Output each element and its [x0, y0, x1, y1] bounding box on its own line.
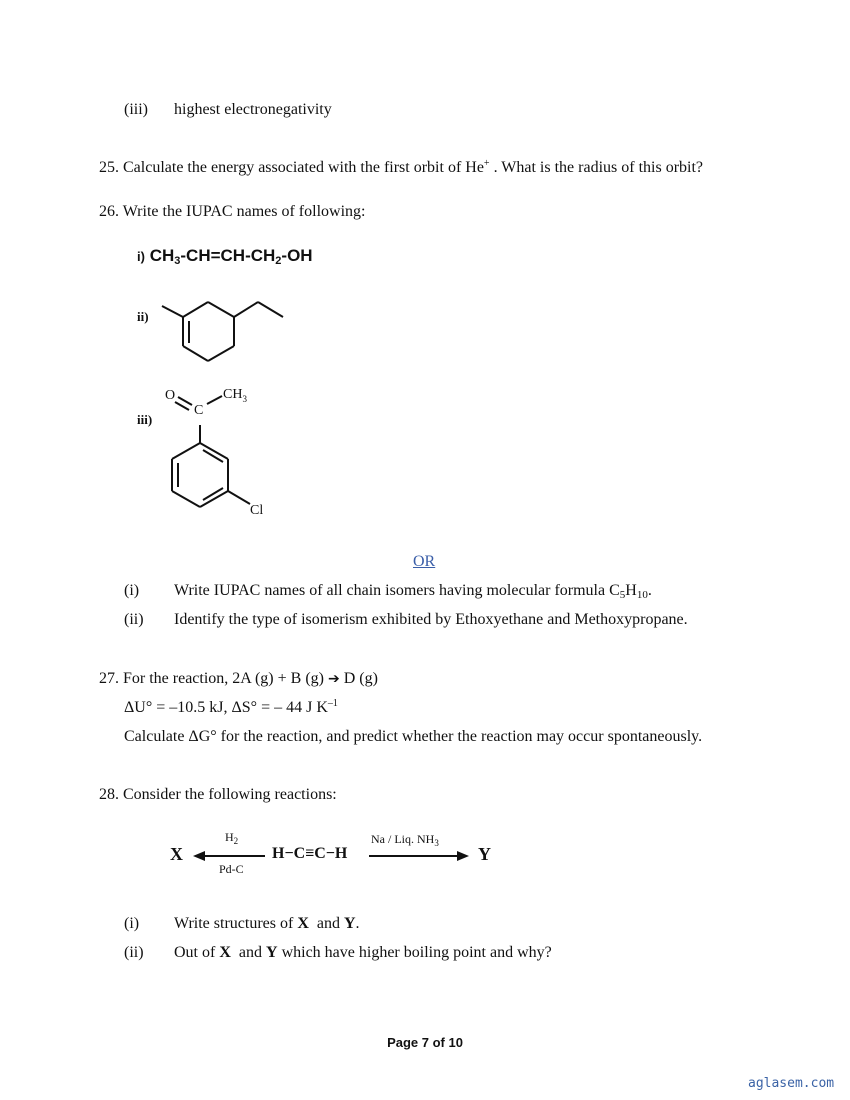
oxygen-atom: O — [165, 388, 176, 403]
reagent-h2-subscript: 2 — [233, 836, 239, 846]
q25-number: 25. — [99, 159, 119, 176]
q26-alt-i-mid: H — [625, 582, 637, 599]
q28-part-ii-label: (ii) — [124, 944, 144, 961]
left-arrow-icon — [193, 850, 265, 862]
q28-part-i-text: Write structures of — [174, 915, 298, 932]
reagent-na-nh3-text: Na / Liq. NH — [371, 832, 435, 846]
q25-text-after: . What is the radius of this orbit? — [489, 159, 704, 176]
q28-part-ii-end: which have higher boiling point and why? — [277, 944, 552, 961]
q27-number: 27. — [99, 670, 119, 687]
or-divider: OR — [413, 553, 436, 570]
q26-part-iii-label: iii) — [137, 412, 153, 427]
q26-number: 26. — [99, 203, 119, 220]
q27-product: D (g) — [339, 670, 378, 687]
q26-alt-i-label: (i) — [124, 582, 140, 599]
chlorine-atom: Cl — [250, 503, 264, 518]
methyl-text: CH — [223, 387, 243, 402]
reagent-pd-c: Pd-C — [219, 862, 244, 876]
q28-part-ii-text: Out of — [174, 944, 220, 961]
q26-part-i — [137, 246, 313, 267]
q26-formula-b: -CH=CH-CH — [180, 246, 276, 265]
chloro-acetophenone-structure — [150, 380, 290, 520]
q28-part-i-mid: and — [308, 915, 344, 932]
q26-formula-a: CH — [149, 246, 175, 265]
q26-alt-i — [174, 582, 652, 601]
q24-part-iii-label: (iii) — [124, 101, 148, 118]
q26-alt-ii-label: (ii) — [124, 611, 144, 628]
product-x: X — [170, 844, 183, 864]
question-28 — [99, 786, 337, 804]
q24-part-iii-text: highest electronegativity — [174, 101, 332, 118]
q24-part-iii — [124, 101, 148, 119]
question-26 — [99, 203, 365, 221]
q28-part-i-y: Y — [343, 915, 356, 932]
page-number: Page 7 of 10 — [387, 1035, 463, 1050]
methyl-ethyl-cyclohexene-structure — [150, 290, 310, 380]
q28-part-i-label: (i) — [124, 915, 140, 932]
q28-part-ii-y: Y — [266, 944, 278, 961]
carbonyl-carbon: C — [194, 403, 204, 418]
right-arrow-reaction-icon — [369, 850, 469, 862]
q26-alt-i-sub2: 10 — [636, 589, 648, 601]
q27-text: For the reaction, 2A (g) + B (g) — [123, 670, 328, 687]
q27-instruction: Calculate ΔG° for the reaction, and predict whether the reaction may occur spontaneously. — [124, 728, 703, 745]
reagent-na-nh3 — [371, 832, 439, 848]
q26-text: Write the IUPAC names of following: — [122, 203, 366, 220]
q27-thermo-sup: –1 — [327, 698, 338, 709]
q27-thermo-data — [124, 698, 338, 717]
question-25 — [99, 158, 703, 177]
q26-alt-ii-text: Identify the type of isomerism exhibited by Ethoxyethane and Methoxypropane. — [174, 611, 688, 628]
right-arrow-icon: ➔ — [327, 670, 340, 686]
q25-text: Calculate the energy associated with the first orbit of He — [123, 159, 484, 176]
reagent-na-nh3-subscript: 3 — [434, 838, 439, 848]
q28-part-ii — [174, 944, 552, 962]
acetylene-reactant: H−C≡C−H — [272, 845, 348, 862]
q27-thermo-text: ΔU° = –10.5 kJ, ΔS° = – 44 J K — [124, 699, 328, 716]
watermark-link[interactable]: aglasem.com — [748, 1076, 835, 1091]
reaction-scheme — [165, 826, 505, 881]
methyl-group — [223, 387, 247, 404]
q28-part-ii-mid: and — [230, 944, 266, 961]
reagent-h2 — [225, 830, 238, 846]
methyl-subscript: 3 — [242, 394, 247, 404]
q28-part-i — [174, 915, 360, 933]
q26-part-i-label: i) — [137, 249, 145, 264]
q26-part-ii-label: ii) — [137, 309, 149, 324]
q28-part-i-end: . — [355, 915, 360, 932]
q28-text: Consider the following reactions: — [123, 786, 337, 803]
q25-superscript: + — [483, 158, 490, 169]
q26-alt-i-sub1: 5 — [619, 589, 626, 601]
q28-part-i-x: X — [297, 915, 309, 932]
question-27 — [99, 670, 378, 688]
q26-formula-c: -OH — [281, 246, 313, 265]
q26-formula-b-sub: 2 — [275, 255, 282, 267]
q26-alt-i-end: . — [647, 582, 652, 599]
q26-formula-a-sub: 3 — [174, 255, 181, 267]
q28-number: 28. — [99, 786, 119, 803]
product-y: Y — [478, 844, 491, 864]
reagent-h2-text: H — [225, 830, 234, 844]
q26-alt-i-text: Write IUPAC names of all chain isomers having molecular formula C — [174, 582, 620, 599]
q28-part-ii-x: X — [219, 944, 231, 961]
